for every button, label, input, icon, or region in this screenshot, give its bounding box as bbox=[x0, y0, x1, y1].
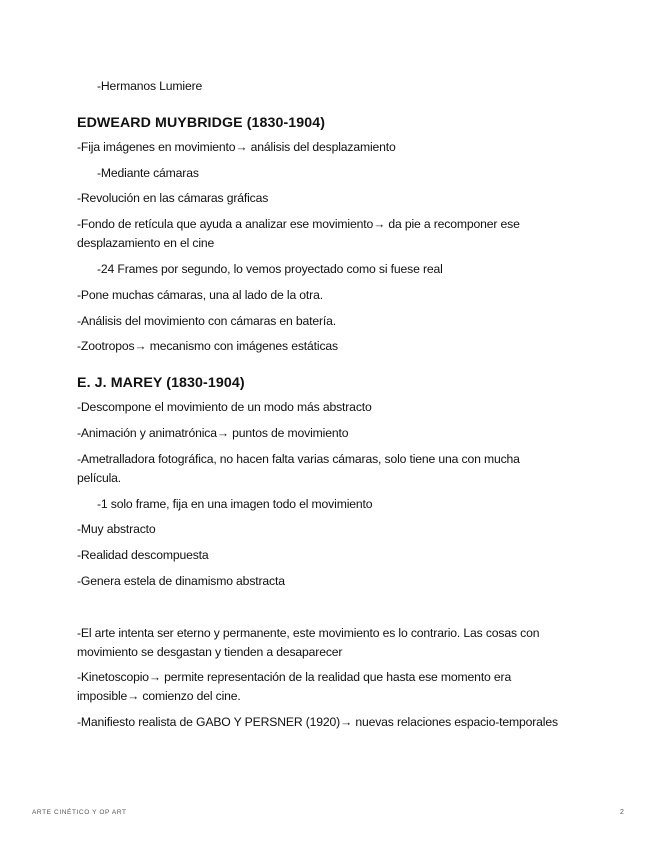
section-heading-muybridge: EDWEARD MUYBRIDGE (1830-1904) bbox=[77, 115, 326, 131]
footer-page-number: 2 bbox=[620, 809, 624, 816]
muybridge-line: -Revolución en las cámaras gráficas bbox=[77, 191, 269, 205]
closing-paragraph: -El arte intenta ser eterno y permanente, este movimiento es lo contrario. Las cosas con movimiento se desgastan y tienden a desaparecer bbox=[77, 626, 540, 659]
muybridge-subline: -24 Frames por segundo, lo vemos proyectado como si fuese real bbox=[97, 262, 443, 276]
muybridge-line: -Análisis del movimiento con cámaras en batería. bbox=[77, 314, 337, 328]
marey-line: -Ametralladora fotográfica, no hacen falta varias cámaras, solo tiene una con mucha película. bbox=[77, 452, 520, 485]
muybridge-subline: -Mediante cámaras bbox=[97, 166, 199, 180]
muybridge-line: -Zootropos→ mecanismo con imágenes estáticas bbox=[77, 339, 338, 353]
marey-line: -Muy abstracto bbox=[77, 522, 156, 536]
muybridge-line: -Fondo de retícula que ayuda a analizar ese movimiento→ da pie a recomponer ese desplazamiento en el cine bbox=[77, 217, 520, 250]
muybridge-line: -Pone muchas cámaras, una al lado de la otra. bbox=[77, 288, 323, 302]
section-heading-marey: E. J. MAREY (1830-1904) bbox=[77, 375, 245, 391]
muybridge-line: -Fija imágenes en movimiento→ análisis del desplazamiento bbox=[77, 140, 396, 154]
marey-subline: -1 solo frame, fija en una imagen todo el movimiento bbox=[97, 497, 373, 511]
closing-paragraph: -Manifiesto realista de GABO Y PERSNER (1920)→ nuevas relaciones espacio-temporales bbox=[77, 715, 558, 729]
intro-item: -Hermanos Lumiere bbox=[97, 79, 203, 93]
marey-line: -Realidad descompuesta bbox=[77, 548, 209, 562]
marey-line: -Descompone el movimiento de un modo más abstracto bbox=[77, 400, 372, 414]
marey-line: -Animación y animatrónica→ puntos de movimiento bbox=[77, 426, 349, 440]
closing-paragraph: -Kinetoscopio→ permite representación de la realidad que hasta ese momento era imposible→ comienzo del cine. bbox=[77, 670, 512, 703]
footer-document-title: ARTE CINÉTICO Y OP ART bbox=[32, 809, 127, 816]
marey-line: -Genera estela de dinamismo abstracta bbox=[77, 574, 285, 588]
